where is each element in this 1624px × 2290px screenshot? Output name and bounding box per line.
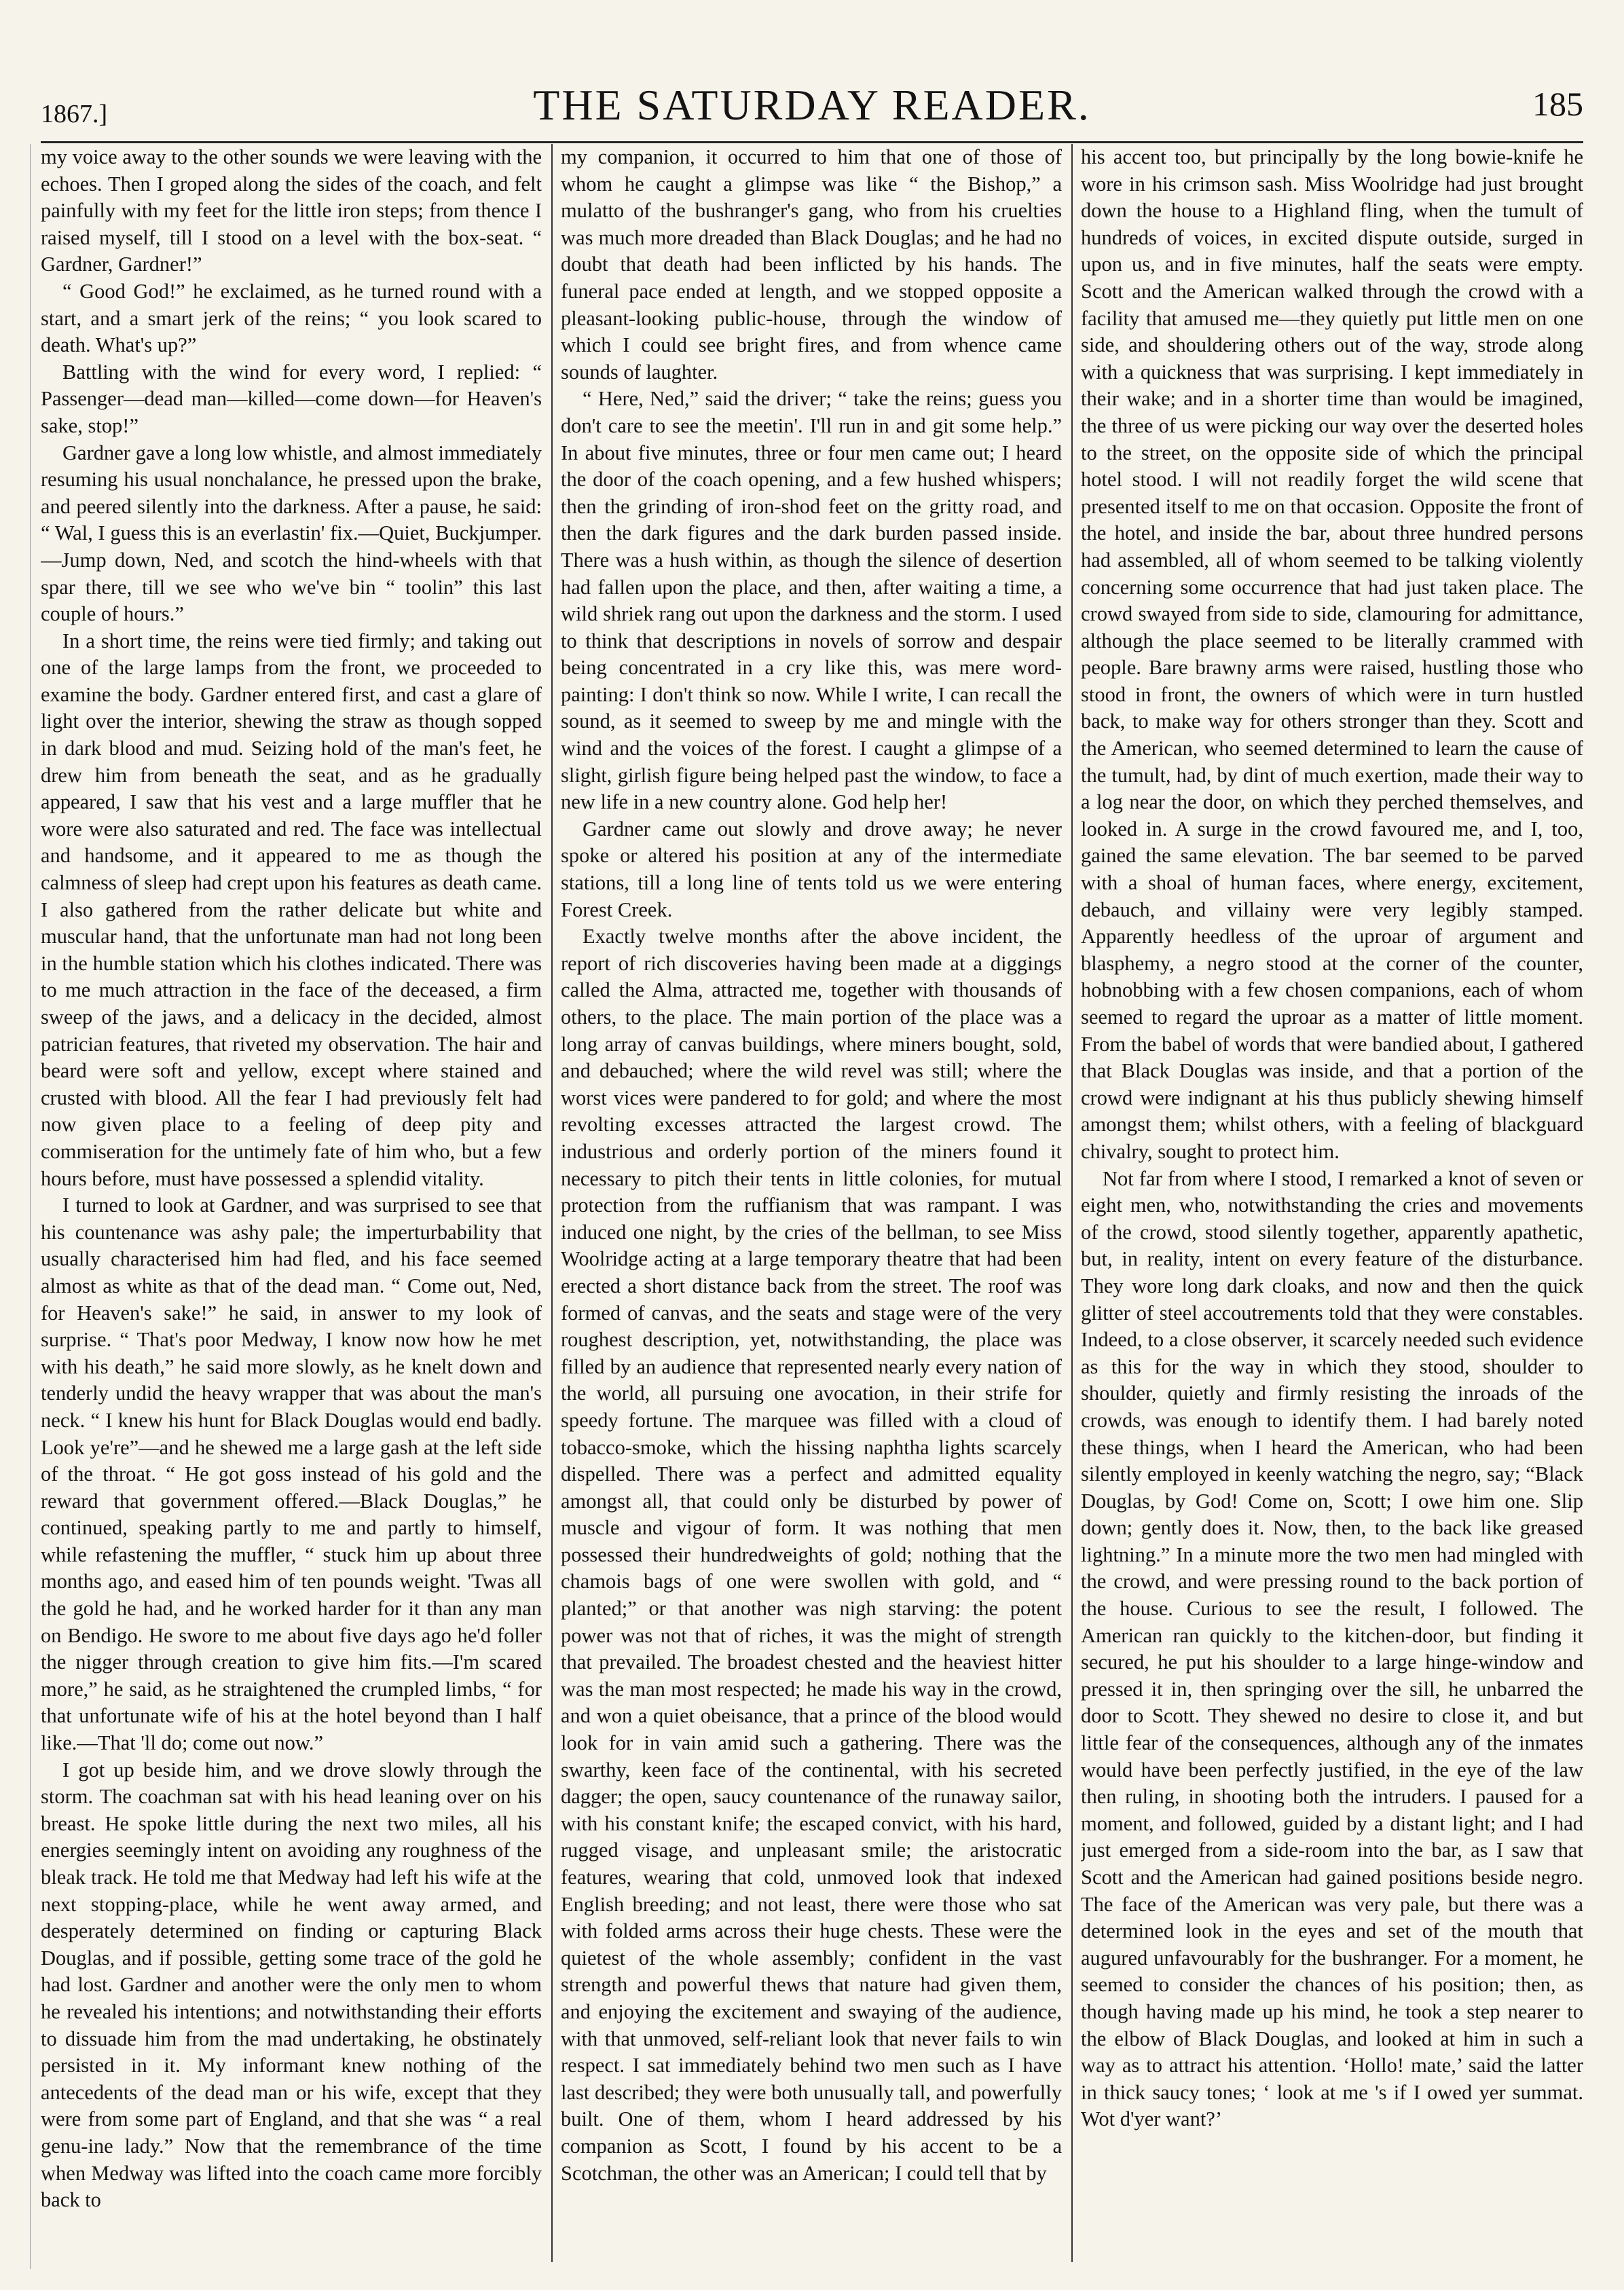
- text-columns: [41, 144, 1583, 2269]
- left-margin-line: [30, 144, 31, 2269]
- paragraph: “ Good God!” he exclaimed, as he turned round with a start, and a smart jerk of the reins; “ you look scared to death. What's up?”: [41, 279, 542, 357]
- page-number: 185: [1532, 85, 1583, 123]
- page-header: [41, 80, 1583, 143]
- column-3: [1081, 144, 1583, 2269]
- paragraph: my companion, it occurred to him that one of those of whom he caught a glimpse was like “ the Bishop,” a mulatto of the bushranger's gang, who from his cruelties was much more dreaded than Black Douglas; and he had no doubt that death had been inflicted by his hands. The funeral pace ended at length, and we stopped opposite a pleasant-looking public-house, through the window of which I could see bright fires, and from whence came sounds of laughter.: [561, 145, 1062, 384]
- paragraph: In a short time, the reins were tied firmly; and taking out one of the large lamps from the front, we proceeded to examine the body. Gardner entered first, and cast a glare of light over the interior, shewing the straw as though sopped in dark blood and mud. Seizing hold of the man's feet, he drew him from beneath the seat, and as he gradually appeared, I saw that his vest and a large muffler that he wore were also saturated and red. The face was intellectual and handsome, and it appeared to me as though the calmness of sleep had crept upon his features as death came. I also gathered from the rather delicate but white and muscular hand, that the unfortunate man had not long been in the humble station which his clothes indicated. There was to me much attraction in the face of the deceased, a firm sweep of the jaws, and a delicacy in the decided, almost patrician features, that riveted my observation. The hair and beard were soft and yellow, except where stained and crusted with blood. All the fear I had previously felt had now given place to a feeling of deep pity and commiseration for the untimely fate of him who, but a few hours before, must have possessed a splendid vitality.: [41, 629, 542, 1190]
- header-rule: [41, 141, 1583, 143]
- paragraph: Not far from where I stood, I remarked a knot of seven or eight men, who, notwithstanding the cries and movements of the crowd, stood silently together, apparently apathetic, but, in reality, intent on every feature of the disturbance. They wore long dark cloaks, and now and then the quick glitter of steel accoutrements told that they were constables. Indeed, to a close observer, it scarcely needed such evidence as this for the way in which they stood, shoulder to shoulder, quietly and firmly resisting the inroads of the crowds, was enough to identify them. I had barely noted these things, when I heard the American, who had been silently employed in keenly watching the negro, say; “Black Douglas, by God! Come on, Scott; I owe him one. Slip down; gently does it. Now, then, to the back like greased lightning.” In a minute more the two men had mingled with the crowd, and were pressing round to the back portion of the house. Curious to see the result, I followed. The American ran quickly to the kitchen-door, but finding it secured, he put his shoulder to a large hinge-window and pressed it in, then springing over the sill, he unbarred the door to Scott. They shewed no desire to close it, and but little fear of the consequences, although any of the inmates would have been perfectly justified, in the eye of the law then ruling, in shooting both the intruders. I paused for a moment, and followed, guided by a distant light; and I had just emerged from a side-room into the bar, as I saw that Scott and the American had gained positions beside negro. The face of the American was very pale, but there was a determined look in the eyes and set of the mouth that augured unfavourably for the bushranger. For a moment, he seemed to consider the chances of his position; then, as though having made up his mind, he took a step nearer to the elbow of Black Douglas, and looked at him in such a way as to attract his attention. ‘Hollo! mate,’ said the latter in thick saucy tones; ‘ look at me 's if I owed yer summat. Wot d'yer want?’: [1081, 1166, 1583, 2131]
- column-divider: [551, 144, 553, 2262]
- masthead-title: THE SATURDAY READER.: [533, 81, 1091, 129]
- header-date: 1867.]: [41, 100, 108, 128]
- paragraph: Exactly twelve months after the above incident, the report of rich discoveries having been made at a diggings called the Alma, attracted me, together with thousands of others, to the place. The main portion of the place was a long array of canvas buildings, where miners bought, sold, and debauched; where the wild revel was still; where the worst vices were pandered to for gold; and where the most revolting excesses attracted the largest crowd. The industrious and orderly portion of the miners found it necessary to pitch their tents in little colonies, for mutual protection from the ruffianism that was rampant. I was induced one night, by the cries of the bellman, to see Miss Woolridge acting at a large temporary theatre that had been erected a short distance back from the street. The roof was formed of canvas, and the seats and stage were of the very roughest description, yet, notwithstanding, the place was filled by an audience that represented nearly every nation of the world, all pursuing one avocation, in their strife for speedy fortune. The marquee was filled with a cloud of tobacco-smoke, which the hissing naphtha lights scarcely dispelled. There was a perfect and admitted equality amongst all, that could only be disturbed by power of muscle and vigour of form. It was nothing that men possessed their hundredweights of gold; nothing that the chamois bags of one were swollen with gold, and “ planted;” or that another was nigh starving: the potent power was not that of riches, it was the might of strength that prevailed. The broadest chested and the heaviest hitter was the man most respected; he made his way in the crowd, and won a quiet obeisance, that a prince of the blood would look for in vain amid such a gathering. There was the swarthy, keen face of the continental, with his secreted dagger; the open, saucy countenance of the runaway sailor, with his constant knife; the escaped convict, with his hard, rugged visage, and unpleasant smile; the aristocratic features, wearing that cold, unmoved look that indexed English breeding; and not least, there were those who sat with folded arms across their huge chests. These were the quietest of the whole assembly; confident in the vast strength and powerful thews that nature had given them, and enjoying the excitement and swaying of the audience, with that unmoved, self-reliant look that never fails to win respect. I sat immediately behind two men such as I have last described; they were both unusually tall, and powerfully built. One of them, whom I heard addressed by his companion as Scott, I found by his accent to be a Scotchman, the other was an American; I could tell that by: [561, 925, 1062, 2185]
- paragraph: I got up beside him, and we drove slowly through the storm. The coachman sat with his head leaning over on his breast. He spoke little during the next two miles, all his energies seemingly intent on avoiding any roughness of the bleak track. He told me that Medway had left his wife at the next stopping-place, while he went away armed, and desperately determined on finding or capturing Black Douglas, and if possible, getting some trace of the gold he had lost. Gardner and another were the only men to whom he revealed his intentions; and notwithstanding their efforts to dissuade him from the mad undertaking, he obstinately persisted in it. My informant knew nothing of the antecedents of the dead man or his wife, except that they were from some part of England, and that she was “ a real genu-ine lady.” Now that the remembrance of the time when Medway was lifted into the coach came more forcibly back to: [41, 1758, 542, 2212]
- column-1: [41, 144, 542, 2269]
- paragraph: “ Here, Ned,” said the driver; “ take the reins; guess you don't care to see the meetin'. I'll run in and git some help.” In about five minutes, three or four men came out; I heard the door of the coach opening, and a few hushed whispers; then the grinding of iron-shod feet on the gritty road, and then the dark figures and the dark burden passed inside. There was a hush within, as though the silence of desertion had fallen upon the place, and then, after waiting a time, a wild shriek rang out upon the darkness and the storm. I used to think that descriptions in novels of sorrow and despair being concentrated in a cry like this, was mere word-painting: I don't think so now. While I write, I can recall the sound, as it seemed to sweep by me and mingle with the wind and the voices of the forest. I caught a glimpse of a slight, girlish figure being helped past the window, to face a new life in a new country alone. God help her!: [561, 387, 1062, 814]
- paragraph: my voice away to the other sounds we were leaving with the echoes. Then I groped along the sides of the coach, and felt painfully with my feet for the little iron steps; from thence I raised myself, till I stood on a level with the box-seat. “ Gardner, Gardner!”: [41, 145, 542, 276]
- column-divider: [1071, 144, 1073, 2262]
- paragraph: Gardner came out slowly and drove away; he never spoke or altered his position at any of the intermediate stations, till a long line of tents told us we were entering Forest Creek.: [561, 817, 1062, 921]
- column-2: [561, 144, 1062, 2269]
- paragraph: his accent too, but principally by the long bowie-knife he wore in his crimson sash. Miss Woolridge had just brought down the house to a Highland fling, when the tumult of hundreds of voices, in excited dispute outside, surged in upon us, and in five minutes, half the seats were empty. Scott and the American walked through the crowd with a facility that amused me—they quietly put little men on one side, and shouldering others out of the way, strode along with a quickness that was surprising. I kept immediately in their wake; and in a shorter time than would be imagined, the three of us were picking our way over the deserted holes to the street, on the opposite side of which the principal hotel stood. I will not readily forget the wild scene that presented itself to me on that occasion. Opposite the front of the hotel, and inside the bar, about three hundred persons had assembled, all of whom seemed to be talking violently concerning some occurrence that had just taken place. The crowd swayed from side to side, clamouring for admittance, although the place seemed to be literally crammed with people. Bare brawny arms were raised, hustling those who stood in front, the owners of which were in turn hustled back, to make way for others stronger than they. Scott and the American, who seemed determined to learn the cause of the tumult, had, by dint of much exertion, made their way to a log near the door, on which they perched themselves, and looked in. A surge in the crowd favoured me, and I, too, gained the same elevation. The bar seemed to be parved with a shoal of human faces, where energy, excitement, debauch, and villainy were very legibly stamped. Apparently heedless of the uproar of argument and blasphemy, a negro stood at the corner of the counter, hobnobbing with a few chosen companions, each of whom seemed to regard the uproar as a matter of little moment. From the babel of words that were bandied about, I gathered that Black Douglas was inside, and that a portion of the crowd were indignant at his thus publicly shewing himself amongst them; whilst others, with a feeling of blackguard chivalry, sought to protect him.: [1081, 145, 1583, 1163]
- paragraph: Gardner gave a long low whistle, and almost immediately resuming his usual nonchalance, he pressed upon the brake, and peered silently into the darkness. After a pause, he said: “ Wal, I guess this is an everlastin' fix.—Quiet, Buckjumper.—Jump down, Ned, and scotch the hind-wheels with that spar there, till we see who we've bin “ toolin” this last couple of hours.”: [41, 441, 542, 626]
- paragraph: I turned to look at Gardner, and was surprised to see that his countenance was ashy pale; the imperturbability that usually characterised him had fled, and his face seemed almost as white as that of the dead man. “ Come out, Ned, for Heaven's sake!” he said, in answer to my look of surprise. “ That's poor Medway, I know now how he met with his death,” he said more slowly, as he knelt down and tenderly undid the heavy wrapper that was about the man's neck. “ I knew his hunt for Black Douglas would end badly. Look ye're”—and he shewed me a large gash at the left side of the throat. “ He got goss instead of his gold and the reward that government offered.—Black Douglas,” he continued, speaking partly to me and partly to himself, while refastening the muffler, “ stuck him up about three months ago, and eased him of ten pounds weight. 'Twas all the gold he had, and he worked harder for it than any man on Bendigo. He swore to me about five days ago he'd foller the nigger through creation to give him fits.—I'm scared more,” he said, as he straightened the crumpled limbs, “ for that unfortunate wife of his at the hotel beyond than I half like.—That 'll do; come out now.”: [41, 1194, 542, 1755]
- paragraph: Battling with the wind for every word, I replied: “ Passenger—dead man—killed—come down—for Heaven's sake, stop!”: [41, 360, 542, 437]
